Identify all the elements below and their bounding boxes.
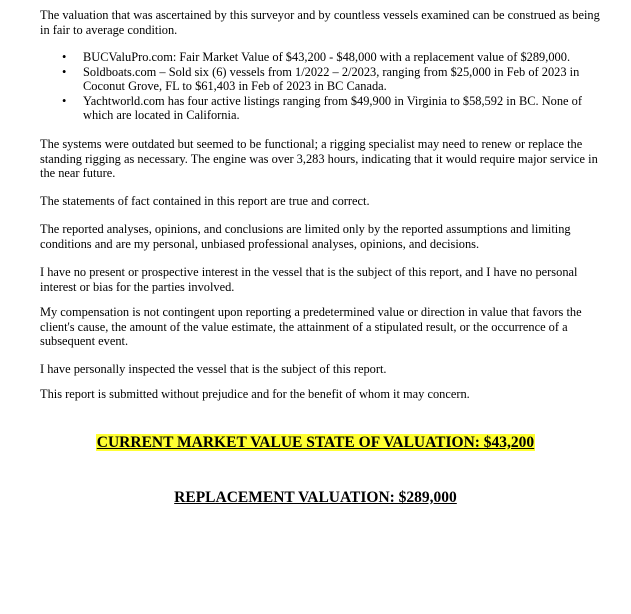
compensation-paragraph: My compensation is not contingent upon reporting a predetermined value or direction in value that favors the client's cause, the amount of the value estimate, the attainment of a stipulated result, or the occurrence of a subsequent event.: [40, 305, 582, 348]
list-item: • BUCValuPro.com: Fair Market Value of $43,200 - $48,000 with a replacement value of $289,000.: [40, 50, 612, 65]
inspected-paragraph: I have personally inspected the vessel that is the subject of this report.: [40, 362, 387, 376]
submitted-paragraph: This report is submitted without prejudice and for the benefit of whom it may concern.: [40, 387, 470, 401]
list-item: • Soldboats.com – Sold six (6) vessels from 1/2022 – 2/2023, ranging from $25,000 in Feb of 2023 in Coconut Grove, FL to $61,403 in Feb of 2023 in BC Canada.: [40, 65, 612, 94]
comparables-list: [40, 50, 612, 123]
current-market-value-text: CURRENT MARKET VALUE STATE OF VALUATION: $43,200: [96, 434, 535, 451]
current-market-value-heading: [0, 434, 631, 452]
analyses-paragraph: The reported analyses, opinions, and conclusions are limited only by the reported assumptions and limiting conditions and are my personal, unbiased professional analyses, opinions, and decisions.: [40, 222, 571, 251]
interest-paragraph: I have no present or prospective interest in the vessel that is the subject of this report, and I have no personal interest or bias for the parties involved.: [40, 265, 578, 294]
replacement-valuation-text: REPLACEMENT VALUATION: $289,000: [174, 489, 457, 506]
list-item: • Yachtworld.com has four active listings ranging from $49,900 in Virginia to $58,592 in BC. None of which are located in California.: [40, 94, 612, 123]
statements-paragraph: The statements of fact contained in this report are true and correct.: [40, 194, 370, 208]
replacement-valuation-heading: [0, 489, 631, 507]
intro-paragraph: The valuation that was ascertained by this surveyor and by countless vessels examined can be construed as being in fair to average condition.: [40, 8, 600, 37]
systems-paragraph: The systems were outdated but seemed to be functional; a rigging specialist may need to renew or replace the standing rigging as necessary. The engine was over 3,283 hours, indicating that it would require major service in the near future.: [40, 137, 598, 180]
